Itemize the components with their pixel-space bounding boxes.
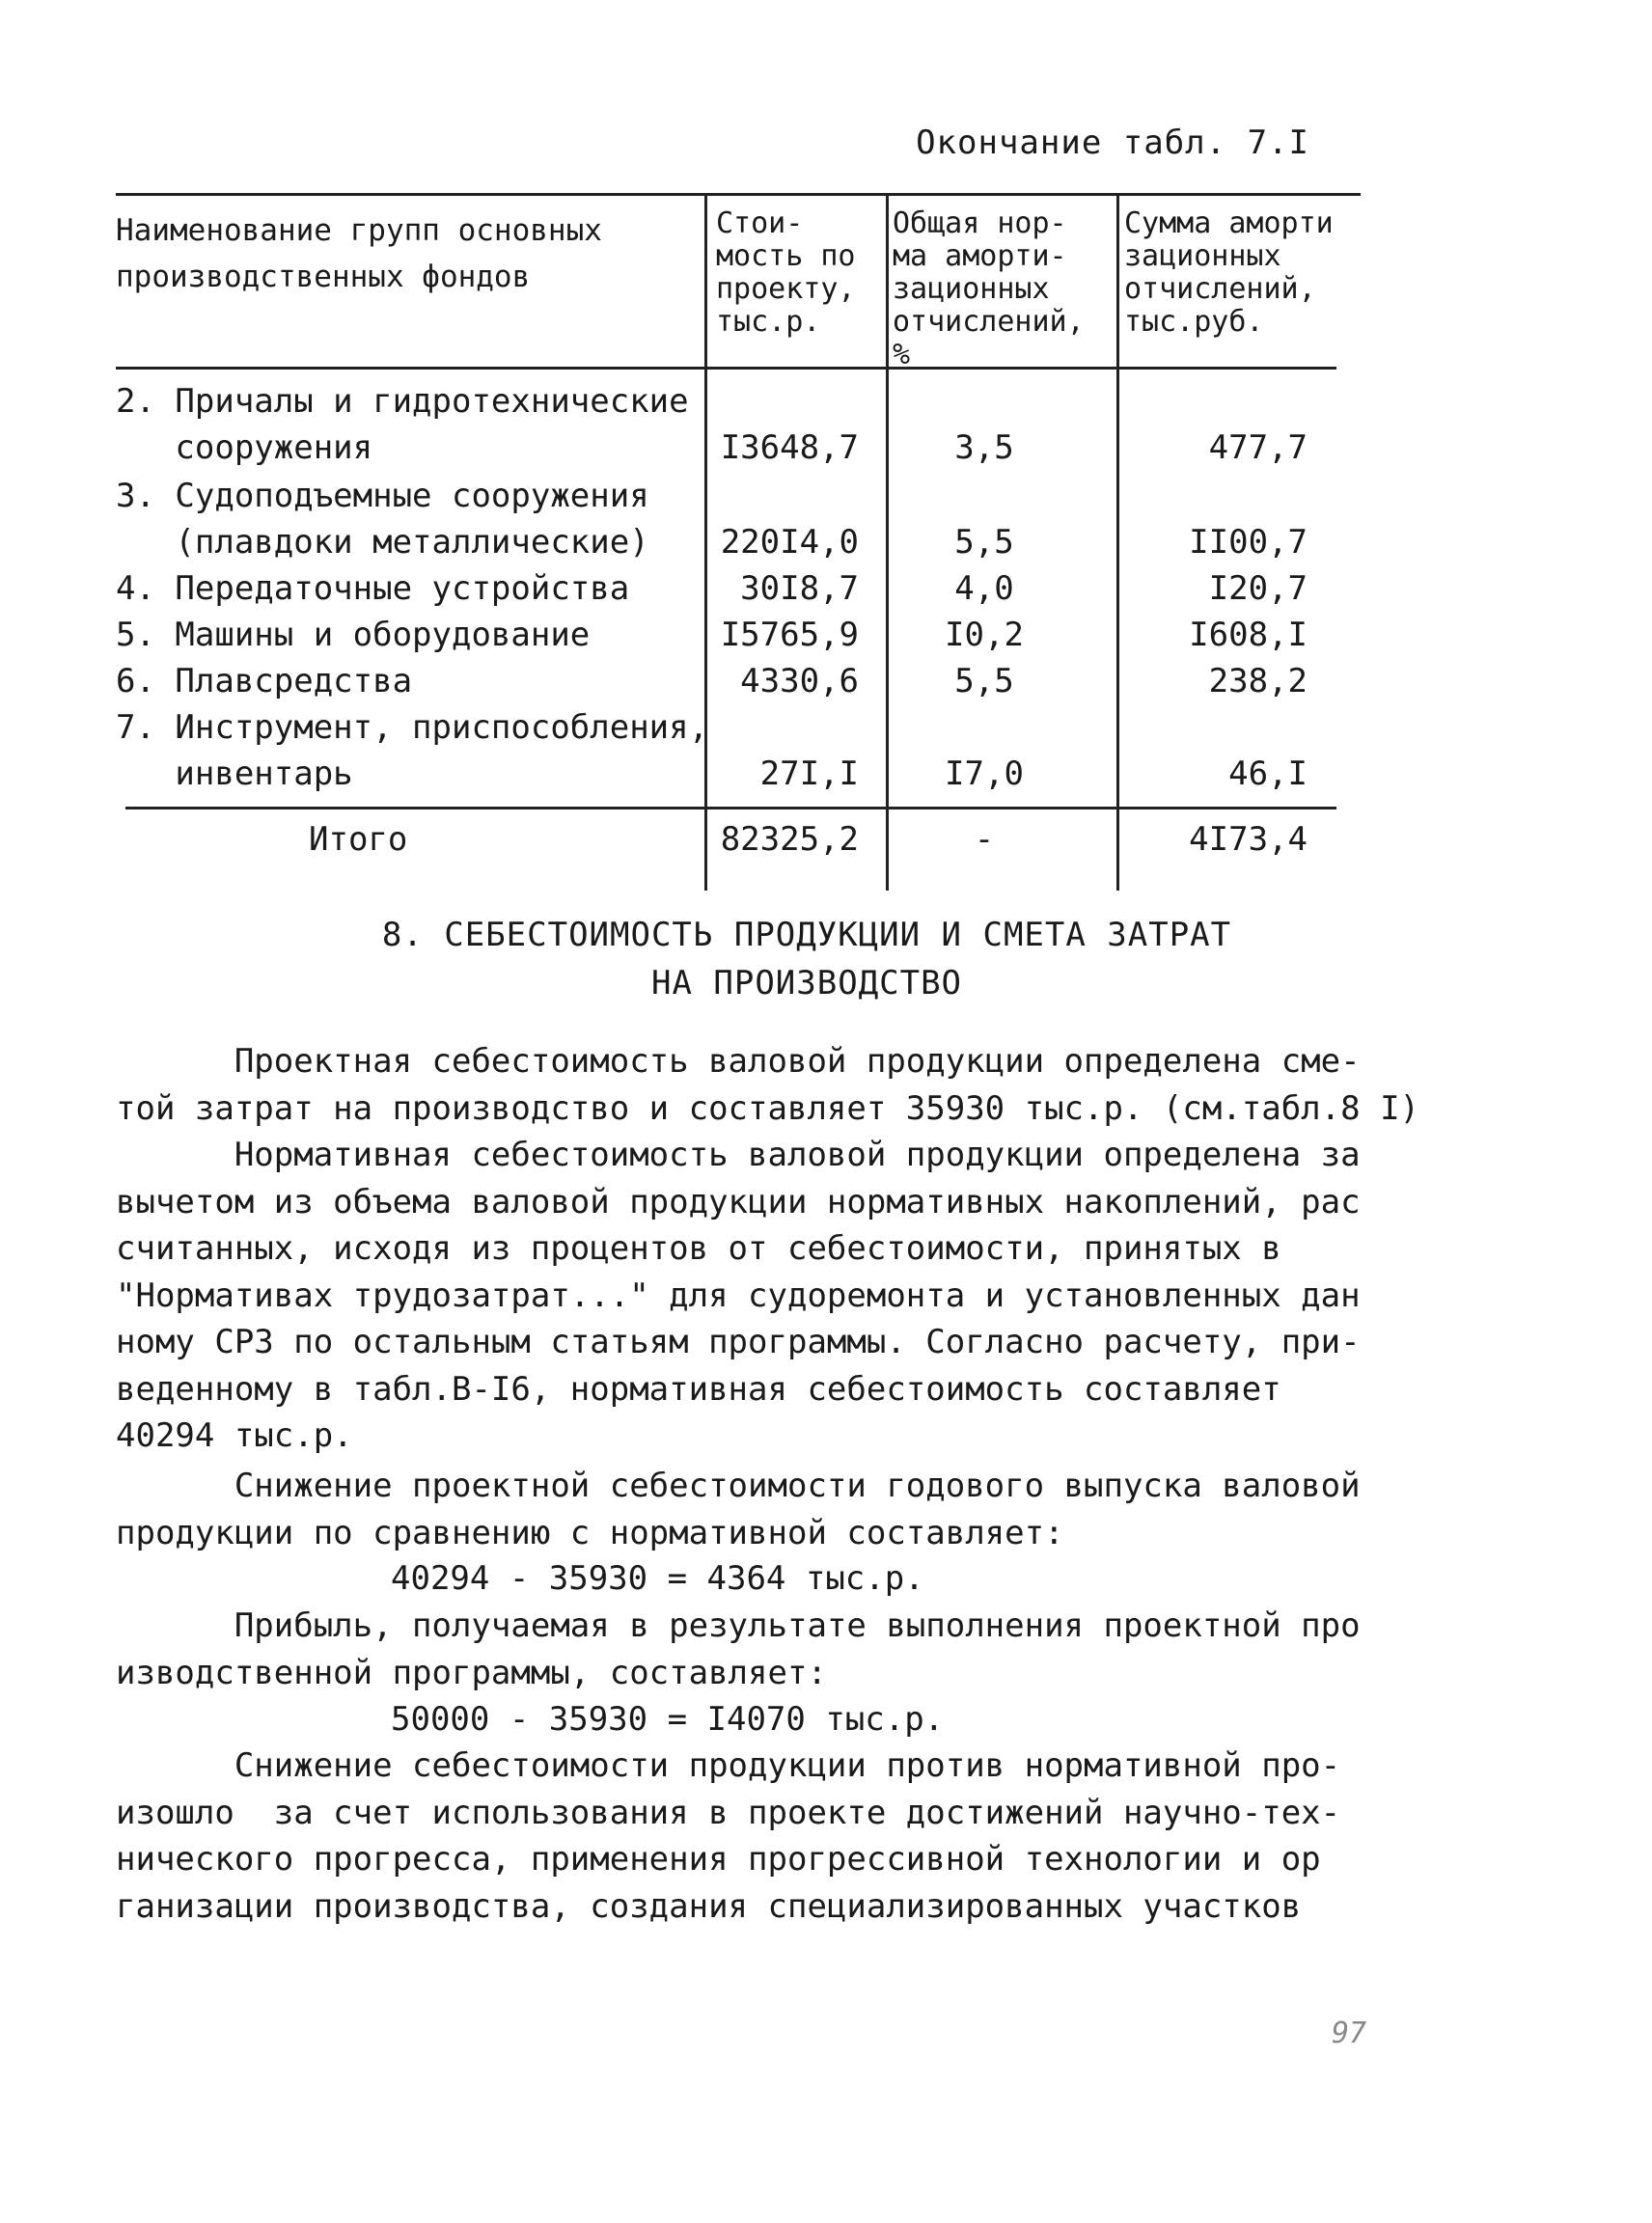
table-total-rule — [125, 807, 1336, 810]
row-sum: I608,I — [1189, 616, 1308, 654]
row-name: 5. Машины и оборудование — [116, 616, 591, 654]
row-norm: 5,5 — [954, 662, 1014, 700]
row-name: 4. Передаточные устройства — [116, 569, 630, 608]
total-cost: 82325,2 — [720, 820, 859, 859]
row-name: 7. Инструмент, приспособления, — [116, 708, 709, 747]
row-cost: 220I4,0 — [720, 523, 859, 562]
table-top-rule — [116, 193, 1361, 196]
header-sum: Сумма аморти зационных отчислений, тыс.руб. — [1124, 206, 1334, 339]
header-cost: Стои- мость по проекту, тыс.р. — [716, 206, 856, 339]
row-cost: 30I8,7 — [740, 569, 859, 608]
row-cost: I3648,7 — [720, 428, 859, 467]
paragraph-3: Снижение проектной себестоимости годового выпуска валовой продукции по сравнению с нормативной составляет: — [116, 1467, 1361, 1552]
row-name: 3. Судоподъемные сооружения — [116, 477, 649, 515]
table-caption: Окончание табл. 7.I — [916, 124, 1309, 162]
row-sum: 238,2 — [1208, 662, 1308, 700]
header-norm: Общая нор- ма аморти- зационных отчислений, % — [893, 206, 1085, 371]
table-col-divider-1 — [704, 196, 707, 891]
total-label: Итого — [309, 820, 408, 859]
row-norm: I7,0 — [945, 755, 1024, 793]
paragraph-4: Прибыль, получаемая в результате выполнения проектной про изводственной программы, составляет: — [116, 1606, 1361, 1692]
row-name-cont: инвентарь — [116, 755, 353, 793]
paragraph-1: Проектная себестоимость валовой продукции определена сме- той затрат на производство и составляет 35930 тыс.р. (см.табл.8 I) — [116, 1042, 1420, 1128]
section-title-line1: 8. СЕБЕСТОИМОСТЬ ПРОДУКЦИИ И СМЕТА ЗАТРАТ — [381, 916, 1232, 954]
header-name: Наименование групп основных производственных фондов — [116, 213, 602, 294]
row-sum: 46,I — [1228, 755, 1308, 793]
row-cost: 27I,I — [759, 755, 859, 793]
row-norm: 4,0 — [954, 569, 1014, 608]
table-col-divider-2 — [886, 196, 889, 891]
row-name: 2. Причалы и гидротехнические — [116, 382, 689, 421]
row-sum: II00,7 — [1189, 523, 1308, 562]
row-cost: I5765,9 — [720, 616, 859, 654]
table-header-rule — [116, 367, 1336, 370]
section-title-line2: НА ПРОИЗВОДСТВО — [650, 964, 963, 1002]
paragraph-5: Снижение себестоимости продукции против нормативной про- изошло за счет использования в проекте достижений научно-тех- нического прогресса, применения прогрессивной технологии и ор ганизации производства, создания специализированных участков — [116, 1746, 1341, 1926]
row-name: 6. Плавсредства — [116, 662, 413, 700]
formula-2: 50000 - 35930 = I4070 тыс.р. — [391, 1700, 945, 1739]
row-sum: 477,7 — [1208, 428, 1308, 467]
row-norm: I0,2 — [945, 616, 1024, 654]
page-number: 97 — [1332, 2017, 1367, 2050]
row-name-cont: сооружения — [116, 428, 373, 467]
row-name-cont: (плавдоки металлические) — [116, 523, 649, 562]
row-sum: I20,7 — [1208, 569, 1308, 608]
row-norm: 3,5 — [954, 428, 1014, 467]
paragraph-2: Нормативная себестоимость валовой продукции определена за вычетом из объема валовой продукции нормативных накоплений, рас считанных, исходя из процентов от себестоимости, принятых в "Нормативах трудозатрат..." для судоремонта и установленных дан ному СРЗ по остальным статьям программы. Согласно расчету, при- веденному в табл.В-I6, нормативная себестоимость составляет 40294 тыс.р. — [116, 1136, 1361, 1455]
total-sum: 4I73,4 — [1189, 820, 1308, 859]
formula-1: 40294 - 35930 = 4364 тыс.р. — [391, 1559, 924, 1598]
total-norm: - — [974, 820, 995, 859]
row-norm: 5,5 — [954, 523, 1014, 562]
row-cost: 4330,6 — [740, 662, 859, 700]
